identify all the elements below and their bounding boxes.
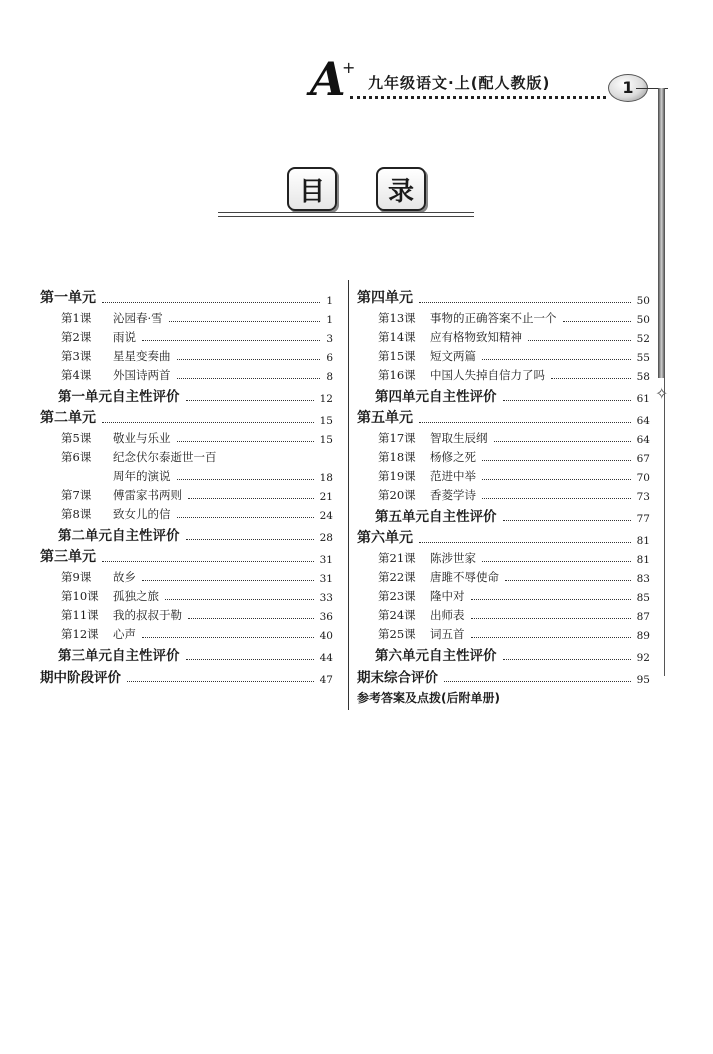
toc-page-number: 81 (636, 535, 650, 547)
lesson-number: 第22课 (378, 570, 416, 584)
dot-leader (177, 359, 321, 360)
toc-entry-title: 敬业与乐业 (113, 431, 171, 445)
dot-leader (177, 378, 321, 379)
toc-page-number: 52 (636, 333, 650, 345)
toc-lesson-entry[interactable] (40, 427, 333, 446)
toc-page-number: 73 (636, 491, 650, 503)
dot-leader (127, 681, 314, 682)
toc-lesson-continuation[interactable] (40, 465, 333, 484)
lesson-number: 第21课 (378, 551, 416, 565)
dot-leader (551, 378, 631, 379)
brand-logo: A (310, 52, 346, 106)
lesson-number: 第13课 (378, 311, 416, 325)
toc-page-number: 83 (636, 573, 650, 585)
dot-leader (528, 340, 631, 341)
toc-unit-entry[interactable] (357, 405, 650, 427)
toc-entry-title: 第六单元 (357, 530, 413, 546)
toc-entry-title: 我的叔叔于勒 (113, 608, 182, 622)
toc-page-number: 24 (319, 510, 333, 522)
toc-lesson-entry[interactable] (40, 364, 333, 383)
toc-entry-title: 纪念伏尔泰逝世一百 (113, 450, 217, 464)
toc-entry-title: 孤独之旅 (113, 589, 159, 603)
lesson-number: 第6课 (61, 450, 92, 464)
page-number-badge: 1 (608, 74, 648, 102)
toc-page-number: 50 (636, 295, 650, 307)
toc-entry-title: 应有格物致知精神 (430, 330, 522, 344)
toc-page-number: 31 (319, 573, 333, 585)
lesson-number: 第15课 (378, 349, 416, 363)
toc-page-number: 12 (319, 393, 333, 405)
dot-leader (142, 580, 314, 581)
toc-entry-title: 出师表 (430, 608, 465, 622)
toc-page-number: 70 (636, 472, 650, 484)
dot-leader (503, 520, 631, 521)
toc-entry-title: 陈涉世家 (430, 551, 476, 565)
toc-lesson-entry[interactable] (40, 566, 333, 585)
brand-logo-plus: + (342, 58, 356, 77)
toc-lesson-entry[interactable] (357, 345, 650, 364)
dot-leader (494, 441, 631, 442)
toc-page-number: 8 (326, 371, 333, 383)
dot-leader (503, 400, 631, 401)
lesson-number: 第19课 (378, 469, 416, 483)
toc-evaluation-entry[interactable] (357, 642, 650, 664)
toc-unit-entry[interactable] (40, 405, 333, 427)
column-divider (348, 280, 349, 710)
dot-leader (563, 321, 631, 322)
toc-entry-title: 短文两篇 (430, 349, 476, 363)
dot-leader (177, 517, 314, 518)
book-title: 九年级语文·上(配人教版) (368, 74, 551, 92)
toc-page-number: 15 (319, 415, 333, 427)
dot-leader (188, 618, 314, 619)
lesson-number: 第10课 (61, 589, 99, 603)
toc-entry-title: 第一单元 (40, 290, 96, 306)
toc-entry-title: 故乡 (113, 570, 136, 584)
toc-page-number: 33 (319, 592, 333, 604)
toc-evaluation-entry[interactable] (40, 642, 333, 664)
toc-unit-entry[interactable] (357, 285, 650, 307)
dot-leader (165, 599, 314, 600)
toc-entry-title: 第五单元 (357, 410, 413, 426)
toc-entry-title: 第四单元 (357, 290, 413, 306)
toc-entry-title: 第三单元自主性评价 (58, 648, 180, 664)
toc-right-column (357, 285, 650, 706)
dot-leader (482, 479, 631, 480)
toc-lesson-entry[interactable] (357, 566, 650, 585)
toc-page-number: 15 (319, 434, 333, 446)
toc-entry-title: 星星变奏曲 (113, 349, 171, 363)
toc-page-number: 55 (636, 352, 650, 364)
toc-page-number: 6 (326, 352, 333, 364)
toc-lesson-entry[interactable] (40, 446, 333, 465)
dot-leader (102, 302, 320, 303)
toc-page-number: 44 (319, 652, 333, 664)
toc-entry-title: 傅雷家书两则 (113, 488, 182, 502)
toc-page-number: 1 (326, 295, 333, 307)
toc-lesson-entry[interactable] (40, 503, 333, 522)
toc-entry-title: 心声 (113, 627, 136, 641)
dot-leader (186, 659, 314, 660)
toc-lesson-entry[interactable] (357, 623, 650, 642)
title-rule-bottom (218, 216, 474, 217)
toc-entry-title: 词五首 (430, 627, 465, 641)
toc-lesson-entry[interactable] (357, 364, 650, 383)
toc-entry-title: 外国诗两首 (113, 368, 171, 382)
toc-entry-title: 范进中举 (430, 469, 476, 483)
dot-leader (177, 441, 314, 442)
dot-leader (471, 618, 631, 619)
lesson-number: 第12课 (61, 627, 99, 641)
toc-left-column (40, 285, 333, 686)
toc-page-number: 18 (319, 472, 333, 484)
dot-leader (102, 561, 314, 562)
toc-entry-title: 第六单元自主性评价 (375, 648, 497, 664)
lesson-number: 第1课 (61, 311, 92, 325)
toc-lesson-entry[interactable] (40, 484, 333, 503)
toc-entry-title: 期中阶段评价 (40, 670, 121, 686)
toc-page-number: 95 (636, 674, 650, 686)
dot-leader (471, 599, 631, 600)
lesson-number: 第25课 (378, 627, 416, 641)
lesson-number: 第18课 (378, 450, 416, 464)
toc-page-number: 1 (326, 314, 333, 326)
toc-page-number: 40 (319, 630, 333, 642)
toc-entry-title: 第一单元自主性评价 (58, 389, 180, 405)
toc-page-number: 67 (636, 453, 650, 465)
lesson-number: 第5课 (61, 431, 92, 445)
toc-evaluation-entry[interactable] (357, 664, 650, 686)
toc-page-number: 64 (636, 434, 650, 446)
dot-leader (142, 340, 320, 341)
toc-entry-title: 期末综合评价 (357, 670, 438, 686)
toc-entry-title: 第二单元自主性评价 (58, 528, 180, 544)
dot-leader (419, 422, 631, 423)
dot-leader (503, 659, 631, 660)
toc-lesson-entry[interactable] (40, 604, 333, 623)
toc-evaluation-entry[interactable] (357, 503, 650, 525)
toc-page-number: 50 (636, 314, 650, 326)
toc-entry-title: 隆中对 (430, 589, 465, 603)
toc-entry-title: 唐雎不辱使命 (430, 570, 499, 584)
toc-page-number: 77 (636, 513, 650, 525)
toc-unit-entry[interactable] (40, 544, 333, 566)
dot-leader (169, 321, 321, 322)
toc-lesson-entry[interactable] (357, 427, 650, 446)
toc-page-number: 47 (319, 674, 333, 686)
dot-leader (188, 498, 314, 499)
toc-page-number: 92 (636, 652, 650, 664)
side-ornament-icon: ✧ (655, 384, 669, 403)
toc-evaluation-entry[interactable] (40, 522, 333, 544)
toc-lesson-entry[interactable] (40, 623, 333, 642)
dot-leader (482, 498, 631, 499)
dot-leader (471, 637, 631, 638)
side-decoration-line (664, 376, 665, 676)
lesson-number: 第23课 (378, 589, 416, 603)
toc-entry-title: 第三单元 (40, 549, 96, 565)
side-decoration-bar (658, 88, 665, 378)
toc-unit-entry[interactable] (40, 285, 333, 307)
toc-unit-entry[interactable] (357, 525, 650, 547)
title-rule-top (218, 212, 474, 213)
dot-leader (419, 542, 631, 543)
toc-page-number: 21 (319, 491, 333, 503)
lesson-number: 第3课 (61, 349, 92, 363)
toc-page-number: 89 (636, 630, 650, 642)
lesson-number: 第20课 (378, 488, 416, 502)
toc-entry-title: 事物的正确答案不止一个 (430, 311, 557, 325)
dot-leader (482, 561, 631, 562)
toc-page-number: 61 (636, 393, 650, 405)
lesson-number: 第8课 (61, 507, 92, 521)
toc-page-number: 31 (319, 554, 333, 566)
lesson-number: 第14课 (378, 330, 416, 344)
lesson-number: 第24课 (378, 608, 416, 622)
toc-page-number: 85 (636, 592, 650, 604)
toc-title-char-1: 目 (287, 167, 337, 211)
header-dotted-rule (350, 96, 606, 99)
lesson-number: 第17课 (378, 431, 416, 445)
toc-title-char-2: 录 (376, 167, 426, 211)
toc-entry-title: 第四单元自主性评价 (375, 389, 497, 405)
dot-leader (177, 479, 314, 480)
lesson-number: 第7课 (61, 488, 92, 502)
toc-page-number: 87 (636, 611, 650, 623)
lesson-number: 第9课 (61, 570, 92, 584)
dot-leader (186, 400, 314, 401)
dot-leader (482, 460, 631, 461)
toc-page-number: 36 (319, 611, 333, 623)
toc-lesson-entry[interactable] (357, 484, 650, 503)
toc-page-number: 3 (326, 333, 333, 345)
lesson-number: 第16课 (378, 368, 416, 382)
toc-entry-title: 智取生辰纲 (430, 431, 488, 445)
toc-lesson-entry[interactable] (357, 446, 650, 465)
toc-page-number: 81 (636, 554, 650, 566)
lesson-number: 第4课 (61, 368, 92, 382)
toc-evaluation-entry[interactable] (40, 383, 333, 405)
toc-entry-title: 第五单元自主性评价 (375, 509, 497, 525)
dot-leader (186, 539, 314, 540)
toc-entry-title: 杨修之死 (430, 450, 476, 464)
dot-leader (482, 359, 631, 360)
toc-entry-title: 雨说 (113, 330, 136, 344)
toc-page-number: 28 (319, 532, 333, 544)
toc-lesson-entry[interactable] (40, 345, 333, 364)
page-header (310, 52, 650, 112)
toc-evaluation-entry[interactable] (40, 664, 333, 686)
toc-page-number: 58 (636, 371, 650, 383)
toc-entry-title: 第二单元 (40, 410, 96, 426)
toc-entry-title: 周年的演说 (113, 469, 171, 483)
dot-leader (419, 302, 631, 303)
toc-entry-title: 沁园春·雪 (113, 311, 163, 325)
toc-appendix-entry[interactable] (357, 686, 650, 706)
toc-lesson-entry[interactable] (40, 585, 333, 604)
dot-leader (142, 637, 314, 638)
toc-lesson-entry[interactable] (40, 307, 333, 326)
toc-entry-title: 参考答案及点拨(后附单册) (357, 691, 500, 705)
toc-entry-title: 致女儿的信 (113, 507, 171, 521)
toc-lesson-entry[interactable] (357, 547, 650, 566)
toc-lesson-entry[interactable] (357, 585, 650, 604)
toc-lesson-entry[interactable] (357, 326, 650, 345)
dot-leader (102, 422, 314, 423)
toc-lesson-entry[interactable] (40, 326, 333, 345)
dot-leader (444, 681, 631, 682)
lesson-number: 第11课 (61, 608, 99, 622)
toc-lesson-entry[interactable] (357, 307, 650, 326)
lesson-number: 第2课 (61, 330, 92, 344)
toc-lesson-entry[interactable] (357, 465, 650, 484)
toc-lesson-entry[interactable] (357, 604, 650, 623)
dot-leader (505, 580, 631, 581)
toc-evaluation-entry[interactable] (357, 383, 650, 405)
toc-entry-title: 中国人失掉自信力了吗 (430, 368, 545, 382)
toc-page-number: 64 (636, 415, 650, 427)
toc-entry-title: 香菱学诗 (430, 488, 476, 502)
